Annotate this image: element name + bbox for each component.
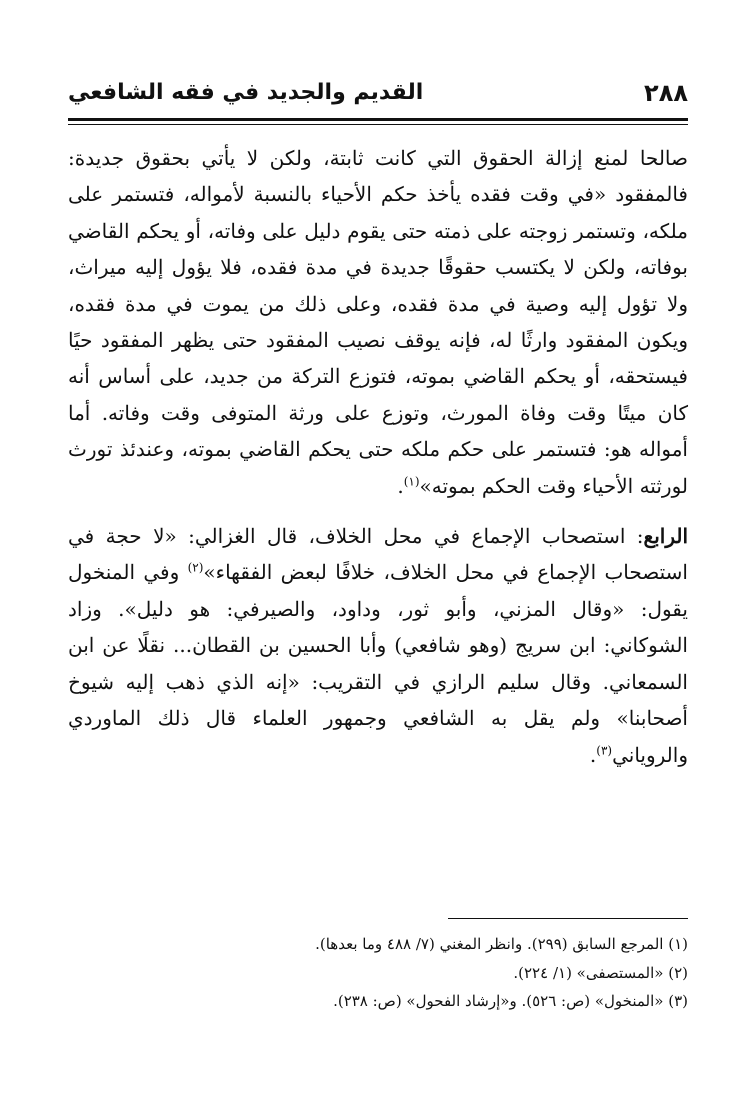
paragraph-consensus [68, 518, 688, 773]
paragraph-end: . [589, 742, 597, 767]
paragraph-end: . [397, 473, 404, 498]
header-rule-thin [68, 124, 688, 125]
footnote-2: (٢) «المستصفى» (١/ ٢٢٤). [513, 963, 688, 982]
running-title: القديم والجديد في فقه الشافعي [68, 80, 424, 105]
footnote-ref-1: (١) [403, 474, 420, 488]
section-lead: الرابع [643, 524, 688, 549]
paragraph-text-1: : استصحاب الإجماع في محل الخلاف، قال الغزالي: «لا حجة في استصحاب الإجماع في محل الخلاف، خلافًا لبعض الفقهاء» [68, 524, 688, 585]
footnote-1: (١) المرجع السابق (٢٩٩). وانظر المغني (٧/ ٤٨٨ وما بعدها). [315, 935, 688, 953]
footnote-3: (٣) «المنخول» (ص: ٥٢٦). و«إرشاد الفحول» (ص: ٢٣٨). [333, 992, 688, 1010]
header-rule-thick [68, 118, 688, 121]
footnotes [68, 930, 688, 1016]
footnote-separator [448, 918, 688, 919]
main-text [68, 140, 688, 773]
paragraph-missing-person [68, 140, 688, 504]
paragraph-text-2: وفي المنخول يقول: «وقال المزني، وأبو ثور، وداود، والصيرفي: هو دليل». وزاد الشوكاني: ابن سريج (وهو شافعي) وأبا الحسين بن القطان... نقلًا عن ابن السمعاني. وقال سليم الرازي في التقريب: «إنه الذي ذهب إليه شيوخ أصحابنا» ولم يقل به الشافعي وجمهور العلماء قال ذلك الماوردي والروياني [68, 560, 688, 767]
footnote-ref-2: (٢) [187, 560, 204, 575]
page-header [68, 76, 688, 116]
footnote-ref-3: (٣) [596, 742, 613, 757]
page-number: ٢٨٨ [644, 79, 688, 107]
paragraph-text: صالحا لمنع إزالة الحقوق التي كانت ثابتة، ولكن لا يأتي بحقوق جديدة: فالمفقود «في وقت فقده يأخذ حكم الأحياء بالنسبة لأمواله، فتستمر على ملكه، وتستمر زوجته على ذمته حتى يقوم دليل على وفاته، أو يحكم القاضي بوفاته، ولكن لا يكتسب حقوقًا جديدة في مدة فقده، فلا يؤول إليه ميراث، ولا تؤول إليه وصية في مدة فقده، وعلى ذلك من يموت في مدة فقده، ويكون المفقود وارثًا له، فإنه يوقف نصيب المفقود حتى يظهر المفقود حيًا فيستحقه، أو يحكم القاضي بموته، فتوزع التركة من جديد، على أساس أنه كان ميتًا وقت وفاة المورث، وتوزع على ورثة المتوفى وقت وفاته. أما أمواله هو: فتستمر على حكم ملكه حتى يحكم القاضي بموته، وعندئذ تورث لورثته الأحياء وقت الحكم بموته» [68, 146, 688, 498]
